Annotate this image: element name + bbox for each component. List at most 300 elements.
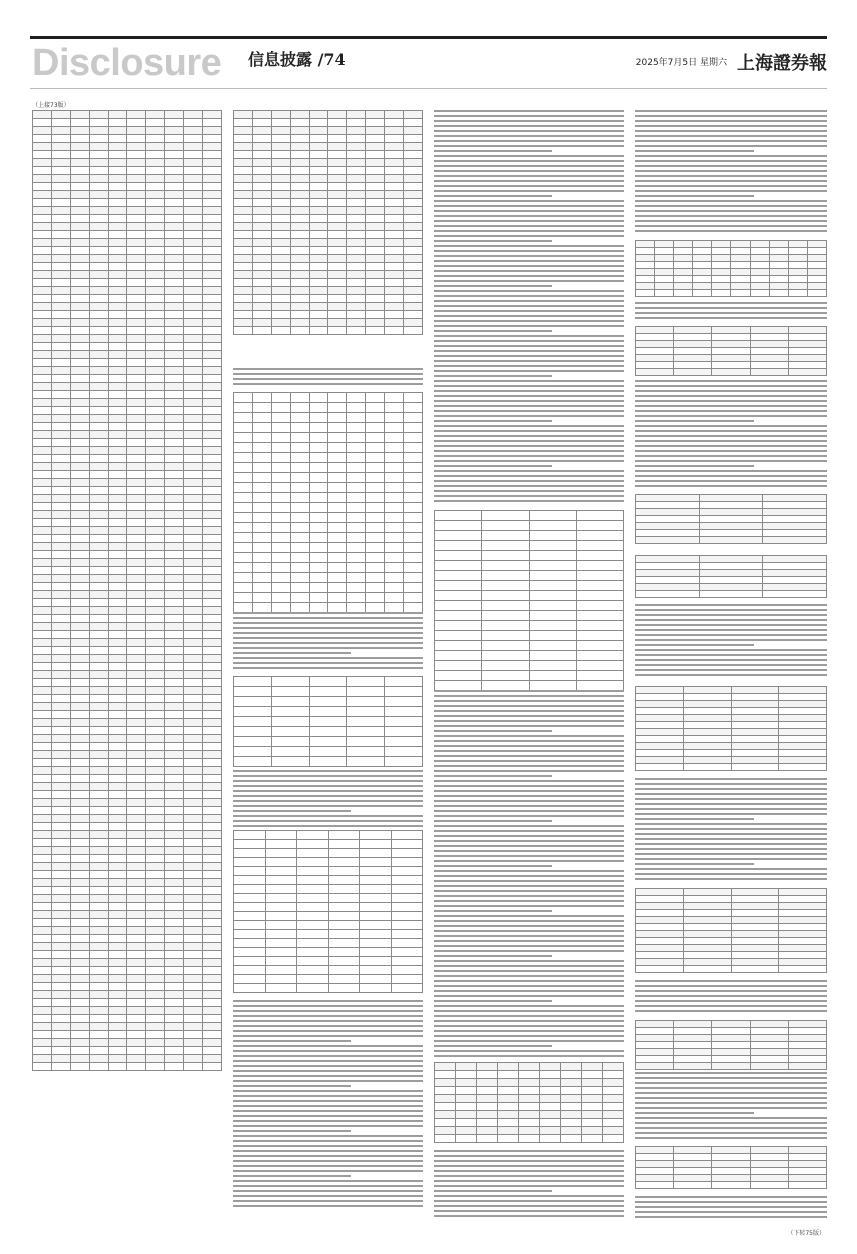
table-cell (763, 577, 827, 584)
table-cell (146, 527, 165, 535)
table-cell (750, 355, 788, 362)
table-cell (636, 1154, 674, 1161)
table-cell (108, 503, 127, 511)
table-cell (184, 327, 203, 335)
table-cell (297, 840, 329, 849)
table-cell (33, 983, 52, 991)
table-cell (108, 775, 127, 783)
table-cell (309, 135, 328, 143)
text-line (434, 945, 624, 947)
table-cell (51, 631, 70, 639)
table-cell (347, 757, 385, 767)
table-cell (165, 727, 184, 735)
table-cell (252, 503, 271, 513)
table-row (234, 687, 423, 697)
table-cell (127, 527, 146, 535)
table-cell (127, 615, 146, 623)
table-cell (165, 199, 184, 207)
table-cell (70, 159, 89, 167)
table-cell (33, 903, 52, 911)
table-cell (127, 695, 146, 703)
text-line (635, 210, 827, 212)
column-1-table (32, 110, 222, 1071)
table-cell (70, 583, 89, 591)
table-cell (146, 135, 165, 143)
table-cell (108, 487, 127, 495)
table-cell (712, 1175, 750, 1182)
table-cell (51, 151, 70, 159)
table-cell (127, 855, 146, 863)
table-cell (750, 327, 788, 334)
table-cell (347, 513, 366, 523)
table-cell (127, 375, 146, 383)
table-cell (33, 431, 52, 439)
table-cell (33, 751, 52, 759)
table-cell (33, 543, 52, 551)
text-line (233, 1010, 423, 1012)
table-cell (347, 255, 366, 263)
table-cell (33, 695, 52, 703)
table-cell (290, 473, 309, 483)
table-cell (203, 271, 222, 279)
text-line (434, 785, 624, 787)
table-cell (360, 966, 392, 975)
text-line (233, 775, 423, 777)
table-row (33, 751, 222, 759)
text-line (635, 1077, 827, 1079)
data-table (434, 1062, 624, 1143)
table-cell (51, 815, 70, 823)
table-cell (51, 695, 70, 703)
table-cell (89, 167, 108, 175)
text-line (434, 1200, 624, 1202)
table-cell (309, 111, 328, 119)
table-cell (70, 695, 89, 703)
data-table (635, 1146, 827, 1189)
table-row (234, 453, 423, 463)
table-cell (750, 241, 769, 248)
table-cell (290, 319, 309, 327)
table-cell (203, 831, 222, 839)
table-cell (435, 511, 482, 521)
table-cell (252, 207, 271, 215)
table-cell (89, 919, 108, 927)
table-row (435, 601, 624, 611)
text-line (434, 375, 552, 377)
table-cell (108, 607, 127, 615)
table-cell (108, 215, 127, 223)
table-cell (108, 855, 127, 863)
table-row (33, 879, 222, 887)
table-cell (108, 335, 127, 343)
text-line (434, 710, 624, 712)
table-row (33, 855, 222, 863)
table-cell (203, 631, 222, 639)
table-cell (779, 729, 827, 736)
table-cell (127, 599, 146, 607)
table-cell (33, 183, 52, 191)
table-cell (309, 199, 328, 207)
table-row (33, 559, 222, 567)
table-cell (127, 503, 146, 511)
table-cell (636, 241, 655, 248)
table-cell (265, 948, 297, 957)
table-row (234, 143, 423, 151)
table-row (636, 355, 827, 362)
table-row (33, 239, 222, 247)
table-cell (146, 423, 165, 431)
table-cell (127, 735, 146, 743)
table-cell (108, 1055, 127, 1063)
table-cell (51, 503, 70, 511)
table-cell (347, 279, 366, 287)
table-cell (435, 1135, 456, 1143)
text-line (233, 373, 423, 375)
table-row (33, 527, 222, 535)
table-cell (788, 1063, 826, 1070)
table-cell (89, 471, 108, 479)
text-line (635, 980, 827, 982)
table-cell (779, 931, 827, 938)
table-cell (89, 679, 108, 687)
table-cell (108, 127, 127, 135)
table-cell (146, 463, 165, 471)
column-4-table-h (635, 1146, 827, 1189)
table-row (636, 276, 827, 283)
table-cell (146, 863, 165, 871)
text-line (635, 995, 827, 997)
table-cell (184, 295, 203, 303)
text-line (434, 435, 624, 437)
table-cell (146, 583, 165, 591)
table-cell (385, 143, 404, 151)
table-row (234, 885, 423, 894)
table-cell (165, 719, 184, 727)
table-cell (70, 671, 89, 679)
table-cell (477, 1063, 498, 1071)
table-cell (33, 759, 52, 767)
section-title: 信息披露 /74 (248, 50, 346, 69)
table-row (234, 175, 423, 183)
table-cell (297, 984, 329, 993)
table-cell (165, 167, 184, 175)
table-row (636, 764, 827, 771)
table-cell (788, 1175, 826, 1182)
table-cell (165, 823, 184, 831)
table-cell (165, 623, 184, 631)
text-line (233, 1165, 423, 1167)
table-cell (309, 393, 328, 403)
table-cell (70, 807, 89, 815)
table-cell (108, 599, 127, 607)
table-cell (184, 247, 203, 255)
table-cell (328, 885, 360, 894)
table-cell (165, 191, 184, 199)
table-cell (203, 407, 222, 415)
table-cell (385, 191, 404, 199)
table-cell (636, 255, 655, 262)
table-cell (33, 943, 52, 951)
table-cell (456, 1063, 477, 1071)
text-paragraph (233, 368, 423, 390)
table-cell (309, 207, 328, 215)
table-cell (519, 1071, 540, 1079)
table-cell (347, 159, 366, 167)
table-cell (234, 287, 253, 295)
table-cell (271, 697, 309, 707)
table-row (33, 975, 222, 983)
table-cell (750, 348, 788, 355)
table-cell (184, 879, 203, 887)
table-cell (683, 924, 731, 931)
table-cell (693, 276, 712, 283)
table-cell (636, 362, 674, 369)
table-cell (127, 559, 146, 567)
table-cell (70, 703, 89, 711)
table-row (33, 583, 222, 591)
text-line (635, 395, 827, 397)
table-cell (636, 966, 684, 973)
text-line (635, 130, 827, 132)
table-cell (309, 573, 328, 583)
table-row (636, 896, 827, 903)
table-cell (108, 151, 127, 159)
table-cell (184, 311, 203, 319)
table-cell (51, 495, 70, 503)
table-cell (184, 895, 203, 903)
table-cell (89, 775, 108, 783)
table-row (234, 167, 423, 175)
table-cell (89, 111, 108, 119)
table-cell (165, 247, 184, 255)
table-cell (127, 183, 146, 191)
table-cell (33, 591, 52, 599)
table-cell (347, 747, 385, 757)
table-cell (807, 283, 826, 290)
table-cell (763, 584, 827, 591)
text-paragraph (635, 980, 827, 1018)
table-cell (127, 711, 146, 719)
table-cell (127, 751, 146, 759)
table-cell (731, 966, 779, 973)
table-cell (127, 399, 146, 407)
table-row (33, 663, 222, 671)
table-cell (165, 511, 184, 519)
table-cell (290, 263, 309, 271)
table-cell (33, 231, 52, 239)
table-cell (234, 473, 253, 483)
text-line (434, 855, 624, 857)
table-row (636, 327, 827, 334)
table-cell (582, 1063, 603, 1071)
table-cell (33, 575, 52, 583)
table-cell (404, 473, 423, 483)
table-cell (636, 248, 655, 255)
table-row (33, 511, 222, 519)
table-row (33, 447, 222, 455)
table-cell (51, 463, 70, 471)
table-cell (271, 463, 290, 473)
table-cell (165, 311, 184, 319)
table-cell (477, 1127, 498, 1135)
table-cell (33, 975, 52, 983)
table-cell (271, 443, 290, 453)
table-row (33, 1055, 222, 1063)
text-line (635, 1097, 827, 1099)
table-cell (582, 1079, 603, 1087)
table-cell (51, 863, 70, 871)
table-cell (146, 143, 165, 151)
table-cell (184, 1015, 203, 1023)
table-cell (693, 241, 712, 248)
table-cell (456, 1079, 477, 1087)
table-cell (712, 1147, 750, 1154)
text-line (233, 780, 423, 782)
text-paragraph (233, 612, 423, 672)
table-row (33, 871, 222, 879)
text-line (635, 190, 827, 192)
text-line (434, 885, 624, 887)
table-cell (309, 127, 328, 135)
table-cell (89, 759, 108, 767)
table-cell (184, 527, 203, 535)
table-cell (636, 290, 655, 297)
table-cell (89, 255, 108, 263)
table-cell (366, 403, 385, 413)
table-cell (477, 1135, 498, 1143)
table-cell (561, 1127, 582, 1135)
table-cell (108, 943, 127, 951)
table-cell (51, 583, 70, 591)
table-cell (203, 335, 222, 343)
table-cell (731, 750, 779, 757)
table-cell (70, 391, 89, 399)
table-cell (108, 367, 127, 375)
text-line (434, 495, 624, 497)
table-cell (108, 207, 127, 215)
text-line (635, 828, 827, 830)
table-cell (184, 543, 203, 551)
table-cell (70, 511, 89, 519)
text-line (635, 1102, 827, 1104)
table-cell (435, 551, 482, 561)
table-cell (252, 143, 271, 151)
table-cell (89, 719, 108, 727)
table-row (636, 269, 827, 276)
table-row (33, 791, 222, 799)
table-cell (731, 687, 779, 694)
table-row (33, 599, 222, 607)
table-cell (127, 591, 146, 599)
table-cell (146, 1015, 165, 1023)
table-cell (712, 348, 750, 355)
table-cell (347, 453, 366, 463)
table-cell (385, 433, 404, 443)
table-cell (51, 303, 70, 311)
table-row (33, 143, 222, 151)
table-cell (203, 583, 222, 591)
table-cell (234, 199, 253, 207)
table-row (234, 327, 423, 335)
table-cell (70, 719, 89, 727)
table-cell (127, 327, 146, 335)
table-cell (184, 759, 203, 767)
text-line (233, 1050, 423, 1052)
table-cell (108, 1007, 127, 1015)
table-cell (89, 343, 108, 351)
table-cell (146, 927, 165, 935)
table-cell (184, 479, 203, 487)
table-cell (203, 879, 222, 887)
table-cell (108, 359, 127, 367)
table-cell (712, 1168, 750, 1175)
text-line (233, 1120, 423, 1122)
table-cell (108, 983, 127, 991)
table-cell (271, 757, 309, 767)
table-cell (750, 1042, 788, 1049)
table-cell (146, 351, 165, 359)
table-cell (763, 570, 827, 577)
table-cell (529, 611, 576, 621)
table-cell (203, 887, 222, 895)
table-cell (70, 415, 89, 423)
table-cell (33, 127, 52, 135)
table-cell (146, 551, 165, 559)
table-cell (184, 119, 203, 127)
table-cell (347, 295, 366, 303)
table-cell (519, 1103, 540, 1111)
table-cell (127, 991, 146, 999)
text-line (635, 783, 827, 785)
text-line (434, 455, 624, 457)
table-row (234, 231, 423, 239)
table-cell (683, 764, 731, 771)
table-cell (271, 423, 290, 433)
table-cell (636, 722, 684, 729)
table-cell (165, 223, 184, 231)
table-cell (404, 271, 423, 279)
text-line (635, 853, 827, 855)
table-row (435, 581, 624, 591)
table-cell (674, 1154, 712, 1161)
table-cell (203, 951, 222, 959)
text-line (635, 1010, 827, 1012)
table-cell (328, 143, 347, 151)
table-cell (404, 413, 423, 423)
table-cell (146, 615, 165, 623)
table-row (234, 119, 423, 127)
table-cell (404, 533, 423, 543)
table-cell (51, 919, 70, 927)
table-cell (108, 831, 127, 839)
table-cell (146, 207, 165, 215)
table-cell (33, 239, 52, 247)
table-cell (385, 151, 404, 159)
table-cell (203, 927, 222, 935)
table-cell (636, 750, 684, 757)
table-cell (51, 343, 70, 351)
text-line (635, 160, 827, 162)
table-row (234, 287, 423, 295)
table-cell (712, 1056, 750, 1063)
table-row (33, 1023, 222, 1031)
table-cell (70, 319, 89, 327)
table-row (234, 975, 423, 984)
table-cell (33, 495, 52, 503)
text-line (635, 1112, 754, 1114)
table-cell (391, 840, 423, 849)
table-cell (165, 351, 184, 359)
